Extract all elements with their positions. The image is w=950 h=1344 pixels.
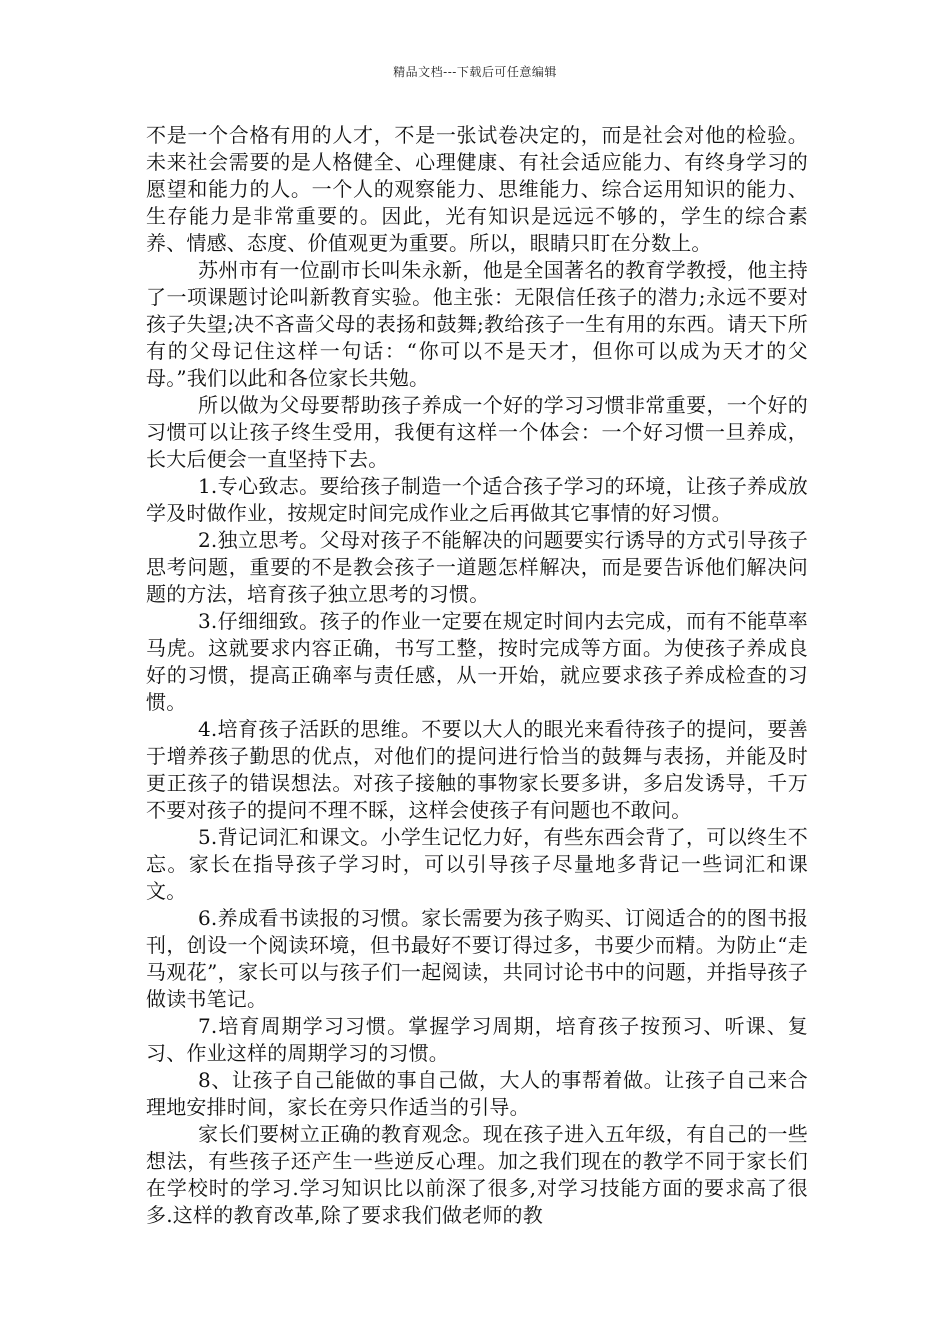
- paragraph: 不是一个合格有用的人才，不是一张试卷决定的，而是社会对他的检验。未来社会需要的是人格健全、心理健康、有社会适应能力、有终身学习的愿望和能力的人。一个人的观察能力、思维能力、综合运用知识的能力、生存能力是非常重要的。因此，光有知识是远远不够的，学生的综合素养、情感、态度、价值观更为重要。所以，眼睛只盯在分数上。: [146, 123, 808, 255]
- list-item-paragraph: 7.培育周期学习习惯。掌握学习周期，培育孩子按预习、听课、复习、作业这样的周期学习的习惯。: [146, 1014, 808, 1065]
- list-item-paragraph: 3.仔细细致。孩子的作业一定要在规定时间内去完成，而有不能草率马虎。这就要求内容正确，书写工整，按时完成等方面。为使孩子养成良好的习惯，提高正确率与责任感，从一开始，就应要求孩子养成检查的习惯。: [146, 609, 808, 714]
- list-item-paragraph: 2.独立思考。父母对孩子不能解决的问题要实行诱导的方式引导孩子思考问题，重要的不是教会孩子一道题怎样解决，而是要告诉他们解决问题的方法，培育孩子独立思考的习惯。: [146, 528, 808, 606]
- list-item-paragraph: 6.养成看书读报的习惯。家长需要为孩子购买、订阅适合的的图书报刊，创设一个阅读环境，但书最好不要订得过多，书要少而精。为防止“走马观花”，家长可以与孩子们一起阅读，共同讨论书中的问题，并指导孩子做读书笔记。: [146, 906, 808, 1011]
- list-item-paragraph: 8、让孩子自己能做的事自己做，大人的事帮着做。让孩子自己来合理地安排时间，家长在旁只作适当的引导。: [146, 1068, 808, 1119]
- list-item-paragraph: 4.培育孩子活跃的思维。不要以大人的眼光来看待孩子的提问，要善于增养孩子勤思的优点，对他们的提问进行恰当的鼓舞与表扬，并能及时更正孩子的错误想法。对孩子接触的事物家长要多讲，多启发诱导，千万不要对孩子的提问不理不睬，这样会使孩子有问题也不敢问。: [146, 717, 808, 822]
- paragraph: 所以做为父母要帮助孩子养成一个好的学习习惯非常重要，一个好的习惯可以让孩子终生受用，我便有这样一个体会：一个好习惯一旦养成，长大后便会一直坚持下去。: [146, 393, 808, 471]
- paragraph: 家长们要树立正确的教育观念。现在孩子进入五年级，有自己的一些想法，有些孩子还产生一些逆反心理。加之我们现在的教学不同于家长们在学校时的学习.学习知识比以前深了很多,对学习技能方面的要求高了很多.这样的教育改革,除了要求我们做老师的教: [146, 1122, 808, 1227]
- document-body: [146, 122, 808, 1229]
- paragraph: 苏州市有一位副市长叫朱永新，他是全国著名的教育学教授，他主持了一项课题讨论叫新教育实验。他主张：无限信任孩子的潜力;永远不要对孩子失望;决不吝啬父母的表扬和鼓舞;教给孩子一生有用的东西。请天下所有的父母记住这样一句话：“你可以不是天才，但你可以成为天才的父母。”我们以此和各位家长共勉。: [146, 258, 808, 390]
- list-item-paragraph: 5.背记词汇和课文。小学生记忆力好，有些东西会背了，可以终生不忘。家长在指导孩子学习时，可以引导孩子尽量地多背记一些词汇和课文。: [146, 825, 808, 903]
- page-header: 精品文档---下载后可任意编辑: [393, 65, 557, 79]
- list-item-paragraph: 1.专心致志。要给孩子制造一个适合孩子学习的环境，让孩子养成放学及时做作业，按规定时间完成作业之后再做其它事情的好习惯。: [146, 474, 808, 525]
